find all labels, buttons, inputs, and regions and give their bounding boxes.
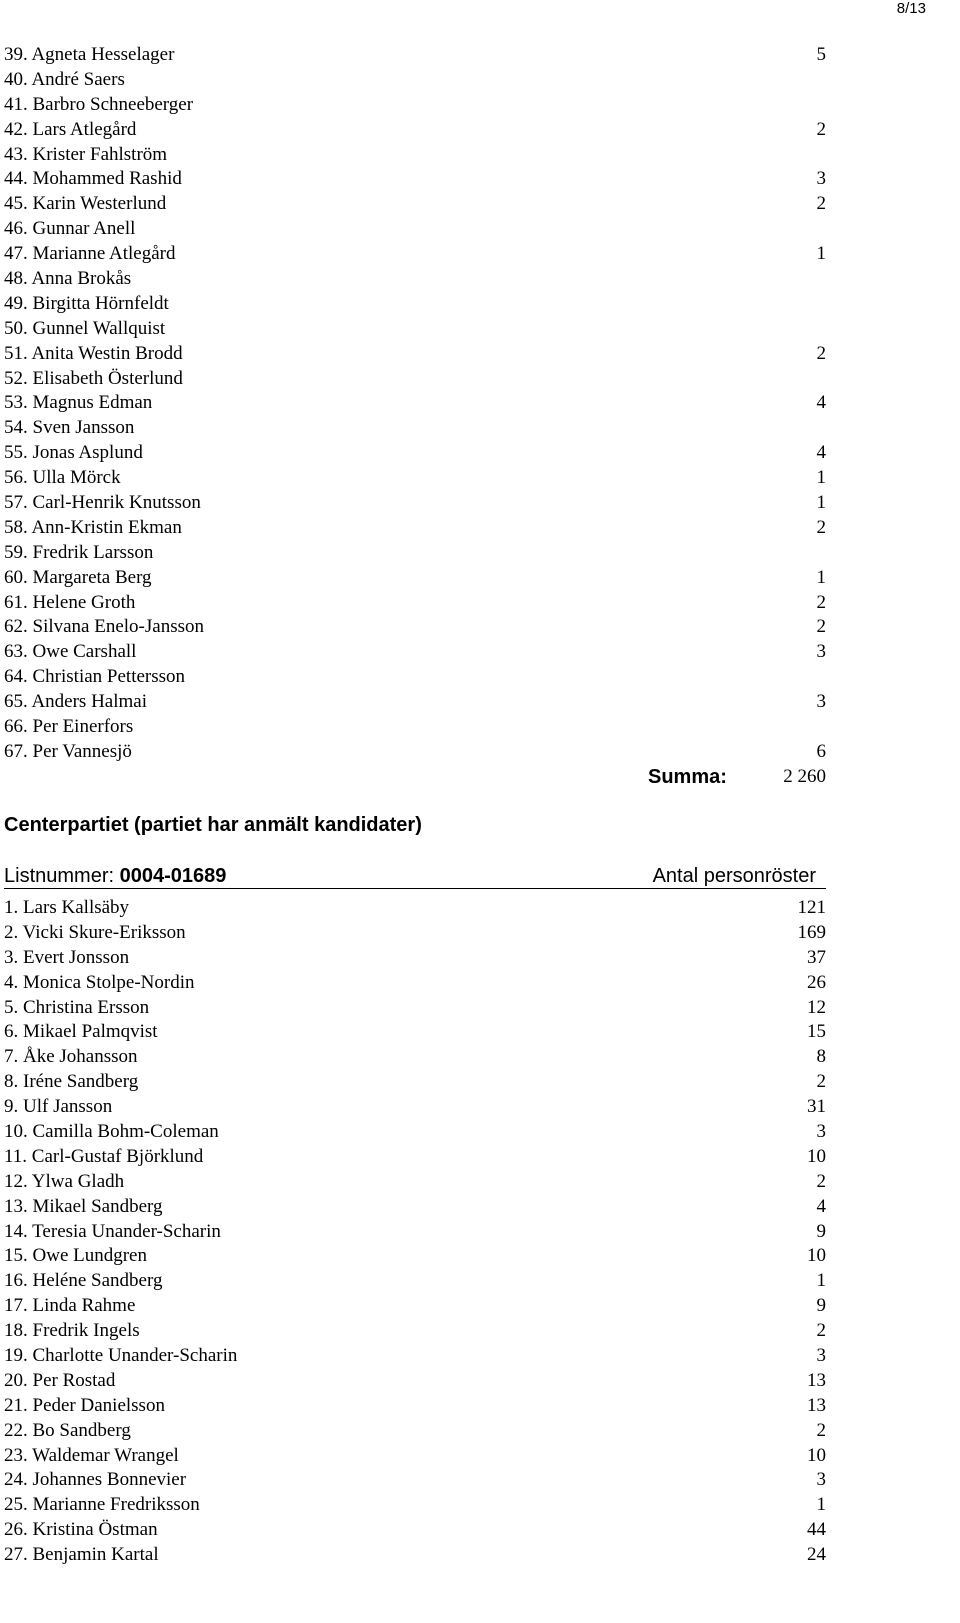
list-item (4, 921, 826, 946)
candidate-votes: 10 (807, 1444, 826, 1466)
list-item (4, 242, 826, 267)
candidate-votes: 1 (816, 1270, 826, 1292)
candidate-name: 46. Gunnar Anell (4, 218, 136, 240)
candidate-name: 10. Camilla Bohm-Coleman (4, 1121, 219, 1143)
candidate-votes: 13 (807, 1369, 826, 1391)
list-item (4, 1444, 826, 1469)
candidate-votes: 3 (816, 691, 826, 713)
candidate-name: 21. Peder Danielsson (4, 1394, 165, 1416)
list-item (4, 167, 826, 192)
candidate-name: 51. Anita Westin Brodd (4, 342, 183, 364)
candidate-name: 65. Anders Halmai (4, 691, 148, 713)
candidate-votes: 24 (807, 1544, 826, 1566)
candidate-votes: 2 (816, 1170, 826, 1192)
candidate-votes: 3 (816, 1345, 826, 1367)
candidate-name: 16. Heléne Sandberg (4, 1270, 163, 1292)
candidate-votes (786, 267, 826, 292)
candidate-name: 23. Waldemar Wrangel (4, 1444, 179, 1466)
list-item (4, 665, 826, 690)
candidate-name: 39. Agneta Hesselager (4, 44, 175, 65)
candidate-name: 8. Iréne Sandberg (4, 1071, 139, 1093)
candidate-votes: 3 (816, 1121, 826, 1143)
list-item (4, 1220, 826, 1245)
candidate-votes: 169 (797, 921, 826, 943)
list-item (4, 143, 826, 168)
candidate-name: 4. Monica Stolpe-Nordin (4, 971, 195, 993)
list-item (4, 1244, 826, 1269)
list-item (4, 541, 826, 566)
list-item (4, 896, 826, 921)
candidate-name: 5. Christina Ersson (4, 996, 150, 1018)
candidate-name: 55. Jonas Asplund (4, 442, 143, 464)
candidate-votes: 31 (807, 1096, 826, 1118)
candidate-votes: 2 (816, 193, 826, 215)
candidate-name: 41. Barbro Schneeberger (4, 93, 194, 115)
list-item (4, 566, 826, 591)
candidate-votes: 44 (807, 1519, 826, 1541)
candidate-name: 13. Mikael Sandberg (4, 1195, 163, 1217)
candidate-votes: 1 (816, 566, 826, 588)
summa-row (600, 764, 826, 790)
candidate-votes (786, 93, 826, 118)
candidate-votes (786, 217, 826, 242)
candidate-votes: 2 (816, 1320, 826, 1342)
list-item (4, 342, 826, 367)
list-number-value: 0004-01689 (119, 865, 227, 887)
candidate-name: 25. Marianne Fredriksson (4, 1494, 200, 1516)
list-item (4, 1170, 826, 1195)
candidate-votes: 1 (816, 492, 826, 514)
candidate-name: 61. Helene Groth (4, 591, 136, 613)
candidate-votes (786, 292, 826, 317)
candidate-name: 12. Ylwa Gladh (4, 1170, 125, 1192)
candidate-name: 22. Bo Sandberg (4, 1419, 131, 1441)
candidate-votes: 8 (816, 1046, 826, 1068)
candidate-name: 26. Kristina Östman (4, 1519, 158, 1541)
candidate-name: 63. Owe Carshall (4, 641, 137, 663)
list-item (4, 1319, 826, 1344)
list-item (4, 1394, 826, 1419)
candidate-votes (786, 665, 826, 690)
candidate-list-centerpartiet (4, 896, 826, 1568)
list-item (4, 292, 826, 317)
candidate-votes (786, 143, 826, 168)
list-number (4, 865, 226, 888)
candidate-votes: 1 (816, 1494, 826, 1516)
candidate-name: 53. Magnus Edman (4, 392, 153, 414)
list-item (4, 1269, 826, 1294)
list-item (4, 441, 826, 466)
list-item (4, 690, 826, 715)
candidate-votes: 13 (807, 1394, 826, 1416)
list-item (4, 416, 826, 441)
candidate-name: 50. Gunnel Wallquist (4, 317, 166, 339)
candidate-name: 66. Per Einerfors (4, 716, 134, 738)
candidate-votes: 2 (816, 516, 826, 538)
list-item (4, 996, 826, 1021)
candidate-votes (786, 715, 826, 740)
candidate-votes: 2 (816, 118, 826, 140)
candidate-votes (786, 367, 826, 392)
list-item (4, 1543, 826, 1568)
candidate-votes: 3 (816, 168, 826, 190)
candidate-list-previous (4, 43, 826, 765)
candidate-votes: 6 (816, 740, 826, 762)
list-item (4, 43, 826, 68)
list-item (4, 1369, 826, 1394)
list-item (4, 491, 826, 516)
list-item (4, 1195, 826, 1220)
list-number-label: Listnummer: (4, 865, 115, 887)
list-item (4, 391, 826, 416)
candidate-name: 54. Sven Jansson (4, 417, 135, 439)
candidate-name: 11. Carl-Gustaf Björklund (4, 1145, 204, 1167)
candidate-name: 64. Christian Pettersson (4, 666, 186, 688)
candidate-votes: 26 (807, 971, 826, 993)
candidate-name: 2. Vicki Skure-Eriksson (4, 921, 186, 943)
list-item (4, 1120, 826, 1145)
list-item (4, 1145, 826, 1170)
list-item (4, 1294, 826, 1319)
list-item (4, 591, 826, 616)
list-item (4, 516, 826, 541)
list-item (4, 640, 826, 665)
candidate-name: 57. Carl-Henrik Knutsson (4, 492, 201, 514)
list-item (4, 317, 826, 342)
candidate-votes: 37 (807, 946, 826, 968)
list-item (4, 971, 826, 996)
list-item (4, 1020, 826, 1045)
candidate-votes: 2 (816, 1071, 826, 1093)
list-item (4, 1419, 826, 1444)
candidate-name: 9. Ulf Jansson (4, 1096, 113, 1118)
list-item (4, 466, 826, 491)
candidate-name: 56. Ulla Mörck (4, 467, 121, 489)
candidate-votes: 2 (816, 1419, 826, 1441)
candidate-name: 17. Linda Rahme (4, 1295, 136, 1317)
page-number: 8/13 (896, 0, 926, 17)
candidate-votes: 10 (807, 1145, 826, 1167)
list-item (4, 715, 826, 740)
candidate-name: 27. Benjamin Kartal (4, 1544, 159, 1566)
candidate-votes: 1 (816, 467, 826, 489)
candidate-name: 42. Lars Atlegård (4, 118, 137, 140)
candidate-name: 62. Silvana Enelo-Jansson (4, 616, 205, 638)
candidate-votes: 4 (816, 1195, 826, 1217)
candidate-votes: 9 (816, 1220, 826, 1242)
list-item (4, 740, 826, 765)
candidate-votes: 2 (816, 591, 826, 613)
candidate-name: 1. Lars Kallsäby (4, 897, 130, 918)
candidate-votes: 4 (816, 442, 826, 464)
candidate-votes: 4 (816, 392, 826, 414)
candidate-name: 59. Fredrik Larsson (4, 541, 154, 563)
candidate-votes: 15 (807, 1021, 826, 1043)
candidate-votes (786, 416, 826, 441)
candidate-name: 49. Birgitta Hörnfeldt (4, 292, 169, 314)
candidate-name: 24. Johannes Bonnevier (4, 1469, 187, 1491)
candidate-votes: 121 (797, 897, 826, 918)
candidate-name: 67. Per Vannesjö (4, 740, 132, 762)
candidate-name: 19. Charlotte Unander-Scharin (4, 1345, 238, 1367)
candidate-name: 20. Per Rostad (4, 1369, 116, 1391)
candidate-name: 18. Fredrik Ingels (4, 1320, 140, 1342)
list-item (4, 1344, 826, 1369)
list-item (4, 68, 826, 93)
candidate-name: 60. Margareta Berg (4, 566, 152, 588)
party-title: Centerpartiet (partiet har anmält kandidater) (4, 814, 422, 836)
list-item (4, 1070, 826, 1095)
candidate-votes (786, 68, 826, 93)
candidate-votes: 12 (807, 996, 826, 1018)
candidate-name: 15. Owe Lundgren (4, 1245, 147, 1267)
list-item (4, 1493, 826, 1518)
candidate-votes: 2 (816, 342, 826, 364)
candidate-name: 47. Marianne Atlegård (4, 243, 176, 265)
candidate-name: 48. Anna Brokås (4, 268, 132, 290)
candidate-name: 6. Mikael Palmqvist (4, 1021, 158, 1043)
candidate-votes: 2 (816, 616, 826, 638)
list-item (4, 118, 826, 143)
list-item (4, 946, 826, 971)
votes-header: Antal personröster (652, 865, 816, 887)
candidate-votes: 1 (816, 243, 826, 265)
candidate-name: 7. Åke Johansson (4, 1046, 138, 1068)
list-header (4, 862, 826, 889)
list-item (4, 1468, 826, 1493)
candidate-name: 40. André Saers (4, 68, 125, 90)
summa-value: 2 260 (783, 766, 826, 787)
candidate-votes: 3 (816, 641, 826, 663)
list-item (4, 1095, 826, 1120)
list-item (4, 1518, 826, 1543)
candidate-name: 14. Teresia Unander-Scharin (4, 1220, 221, 1242)
list-item (4, 615, 826, 640)
candidate-votes: 5 (816, 44, 826, 65)
candidate-votes: 9 (816, 1295, 826, 1317)
list-item (4, 367, 826, 392)
candidate-name: 45. Karin Westerlund (4, 193, 167, 215)
list-item (4, 93, 826, 118)
candidate-name: 44. Mohammed Rashid (4, 168, 182, 190)
list-item (4, 192, 826, 217)
candidate-name: 58. Ann-Kristin Ekman (4, 516, 182, 538)
candidate-name: 3. Evert Jonsson (4, 946, 130, 968)
candidate-votes (786, 317, 826, 342)
candidate-name: 43. Krister Fahlström (4, 143, 168, 165)
candidate-name: 52. Elisabeth Österlund (4, 367, 183, 389)
candidate-votes (786, 541, 826, 566)
candidate-votes: 3 (816, 1469, 826, 1491)
candidate-votes: 10 (807, 1245, 826, 1267)
summa-label: Summa: (648, 766, 727, 788)
list-item (4, 1045, 826, 1070)
list-item (4, 267, 826, 292)
list-item (4, 217, 826, 242)
